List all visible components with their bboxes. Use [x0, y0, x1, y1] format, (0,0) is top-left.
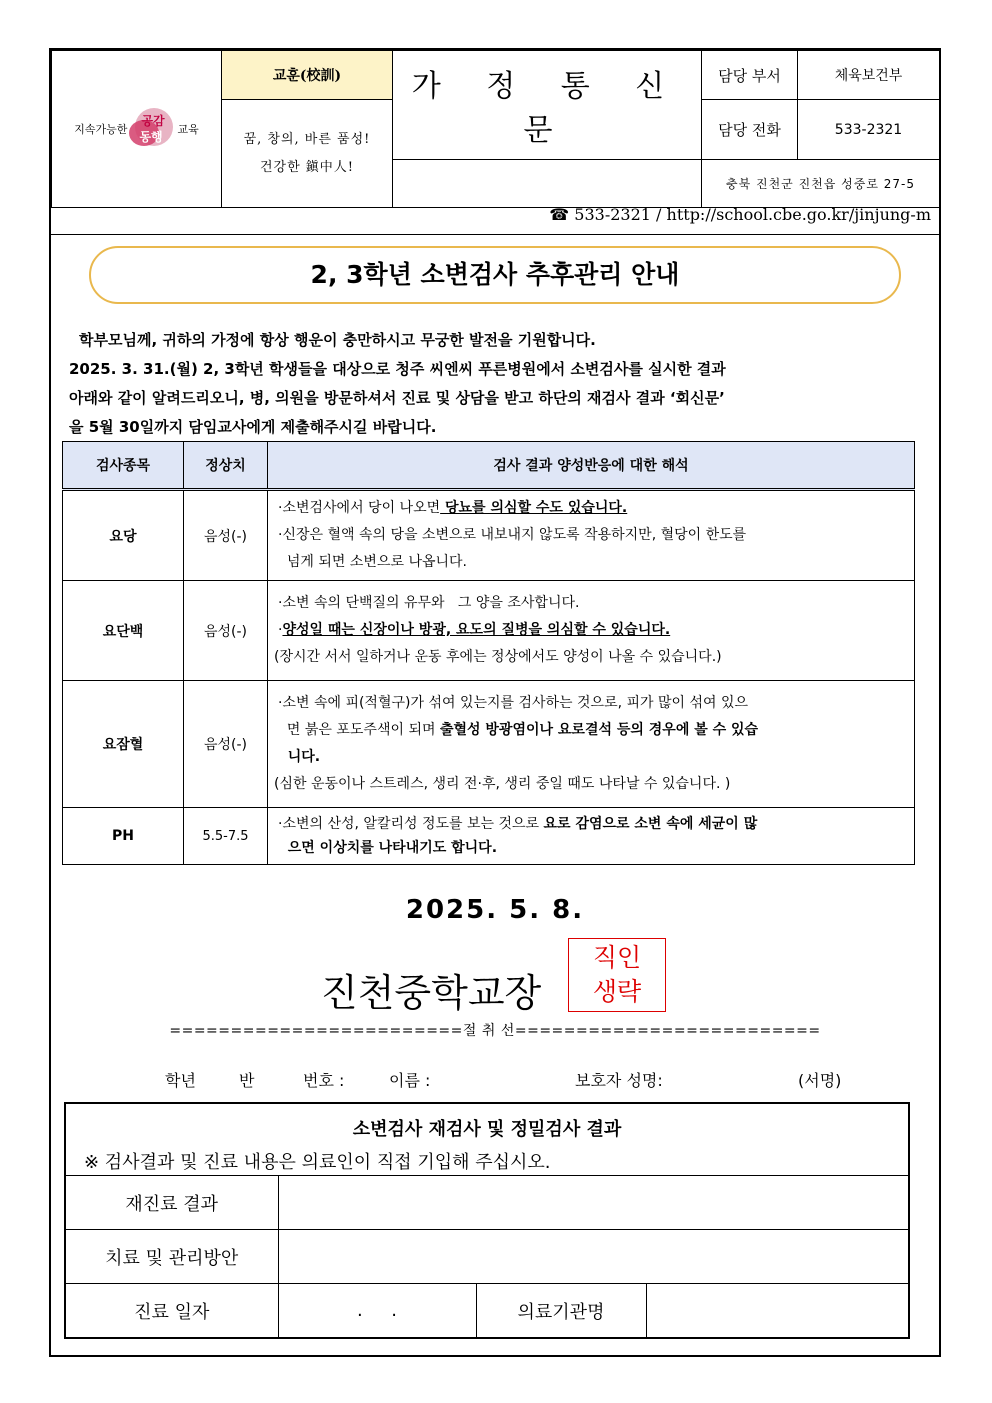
page-title: 가 정 통 신 문	[393, 51, 702, 160]
intro-line-3: 아래와 같이 알려드리오니, 병, 의원을 방문하셔서 진료 및 상담을 받고 하단의 재검사 결과 ‘회신문’	[69, 389, 725, 407]
school-education-logo	[52, 106, 221, 152]
grade-label: 학년	[165, 1071, 196, 1090]
logo-cell	[52, 51, 222, 208]
signature-label: (서명)	[798, 1071, 842, 1090]
intro-paragraph	[69, 326, 925, 442]
guardian-label: 보호자 성명:	[575, 1071, 663, 1090]
col-header-test: 검사종목	[63, 442, 184, 490]
form-field-date[interactable]: . .	[278, 1284, 476, 1339]
normal-value: 음성(-)	[184, 581, 268, 681]
interpretation	[268, 681, 915, 808]
test-name: PH	[63, 808, 184, 865]
contact-line: ☎ 533-2321 / http://school.cbe.go.kr/jinjung-m	[51, 195, 939, 235]
document-frame	[49, 48, 941, 1357]
table-row	[63, 581, 915, 681]
form-note: ※ 검사결과 및 진료 내용은 의료인이 직접 기입해 주십시오.	[65, 1147, 909, 1176]
logo-mark-bottom: 동행	[139, 130, 163, 144]
interpretation	[268, 808, 915, 865]
dept-value: 체육보건부	[798, 51, 940, 100]
motto-line-1: 꿈, 창의, 바른 품성!	[243, 131, 371, 147]
col-header-normal: 정상치	[184, 442, 268, 490]
desc-text: ·소변검사에서 당이 나오면	[278, 500, 441, 516]
desc-text: ·소변 속의 단백질의 유무와 그 양을 조사합니다.	[278, 595, 580, 611]
form-label-result: 재진료 결과	[65, 1176, 278, 1230]
desc-emphasis: 출혈성 방광염이나 요로결석 등의 경우에 볼 수 있습	[439, 722, 759, 738]
motto-line-2: 건강한 鎭中人!	[259, 159, 355, 175]
class-label: 반	[239, 1071, 255, 1090]
logo-text-right: 교육	[177, 123, 199, 136]
desc-text: 넘게 되면 소변으로 나옵니다.	[278, 554, 467, 570]
desc-emphasis: 으면 이상치를 나타내기도 합니다.	[278, 840, 498, 856]
form-label-date: 진료 일자	[65, 1284, 278, 1339]
interpretation	[268, 490, 915, 581]
intro-line-1: 학부모님께, 귀하의 가정에 항상 행운이 충만하시고 무궁한 발전을 기원합니다.	[79, 331, 596, 349]
form-label-institution: 의료기관명	[476, 1284, 646, 1339]
intro-line-2: 2025. 3. 31.(월) 2, 3학년 학생들을 대상으로 청주 씨엔씨 푸른병원에서 소변검사를 실시한 결과	[69, 360, 726, 378]
seal-line-1: 직인	[592, 943, 642, 972]
logo-mark-icon	[129, 106, 175, 152]
school-address: 충북 진천군 진천읍 성중로 27-5	[702, 160, 940, 208]
interpretation	[268, 581, 915, 681]
test-name: 요단백	[63, 581, 184, 681]
logo-mark-top: 공감	[141, 114, 165, 128]
dept-label: 담당 부서	[702, 51, 798, 100]
desc-text: ·소변의 산성, 알칼리성 정도를 보는 것으로	[278, 816, 544, 832]
col-header-interpretation: 검사 결과 양성반응에 대한 해석	[268, 442, 915, 490]
form-field-treatment[interactable]	[278, 1230, 909, 1284]
desc-emphasis: 니다.	[278, 749, 321, 765]
test-name: 요당	[63, 490, 184, 581]
desc-text: 면 붉은 포도주색이 되며	[278, 722, 440, 738]
normal-value: 5.5-7.5	[184, 808, 268, 865]
desc-text: (장시간 서서 일하거나 운동 후에는 정상에서도 양성이 나올 수 있습니다.)	[274, 649, 722, 665]
form-field-institution[interactable]	[646, 1284, 909, 1339]
desc-text: ·소변 속에 피(적혈구)가 섞여 있는지를 검사하는 것으로, 피가 많이 섞여 있으	[278, 695, 749, 711]
reply-form-table	[64, 1102, 910, 1339]
seal-line-2: 생략	[592, 977, 642, 1006]
test-name: 요잠혈	[63, 681, 184, 808]
table-row	[63, 681, 915, 808]
desc-emphasis: 당뇨를 의심할 수도 있습니다.	[440, 500, 628, 516]
desc-bullet: ·	[278, 622, 283, 638]
phone-value: 533-2321	[798, 100, 940, 160]
logo-text-left: 지속가능한	[74, 123, 128, 136]
normal-value: 음성(-)	[184, 681, 268, 808]
header-table	[51, 50, 940, 208]
name-label: 이름 :	[389, 1071, 431, 1090]
desc-text: (심한 운동이나 스트레스, 생리 전·후, 생리 중일 때도 나타날 수 있습니다. )	[274, 776, 731, 792]
seal-stamp	[568, 938, 666, 1012]
table-row	[63, 808, 915, 865]
principal-name: 진천중학교장	[321, 971, 542, 1015]
test-result-table	[62, 441, 915, 865]
form-label-treatment: 치료 및 관리방안	[65, 1230, 278, 1284]
normal-value: 음성(-)	[184, 490, 268, 581]
motto-title: 교훈(校訓)	[222, 51, 393, 100]
desc-emphasis: 양성일 때는 신장이나 방광, 요도의 질병을 의심할 수 있습니다.	[282, 622, 671, 638]
intro-line-4: 을 5월 30일까지 담임교사에게 제출해주시길 바랍니다.	[69, 418, 437, 436]
phone-label: 담당 전화	[702, 100, 798, 160]
notice-date: 2025. 5. 8.	[405, 895, 585, 925]
number-label: 번호 :	[303, 1071, 345, 1090]
desc-emphasis: 요로 감염으로 소변 속에 세균이 많	[543, 816, 758, 832]
desc-text: ·신장은 혈액 속의 당을 소변으로 내보내지 않도록 작용하지만, 혈당이 한도를	[278, 527, 747, 543]
cut-line: ========================절 취 선=========================	[169, 1023, 821, 1039]
form-field-result[interactable]	[278, 1176, 909, 1230]
motto-body	[222, 100, 393, 208]
table-row	[63, 490, 915, 581]
notice-title-banner: 2, 3학년 소변검사 추후관리 안내	[89, 246, 901, 304]
form-title: 소변검사 재검사 및 정밀검사 결과	[65, 1103, 909, 1147]
